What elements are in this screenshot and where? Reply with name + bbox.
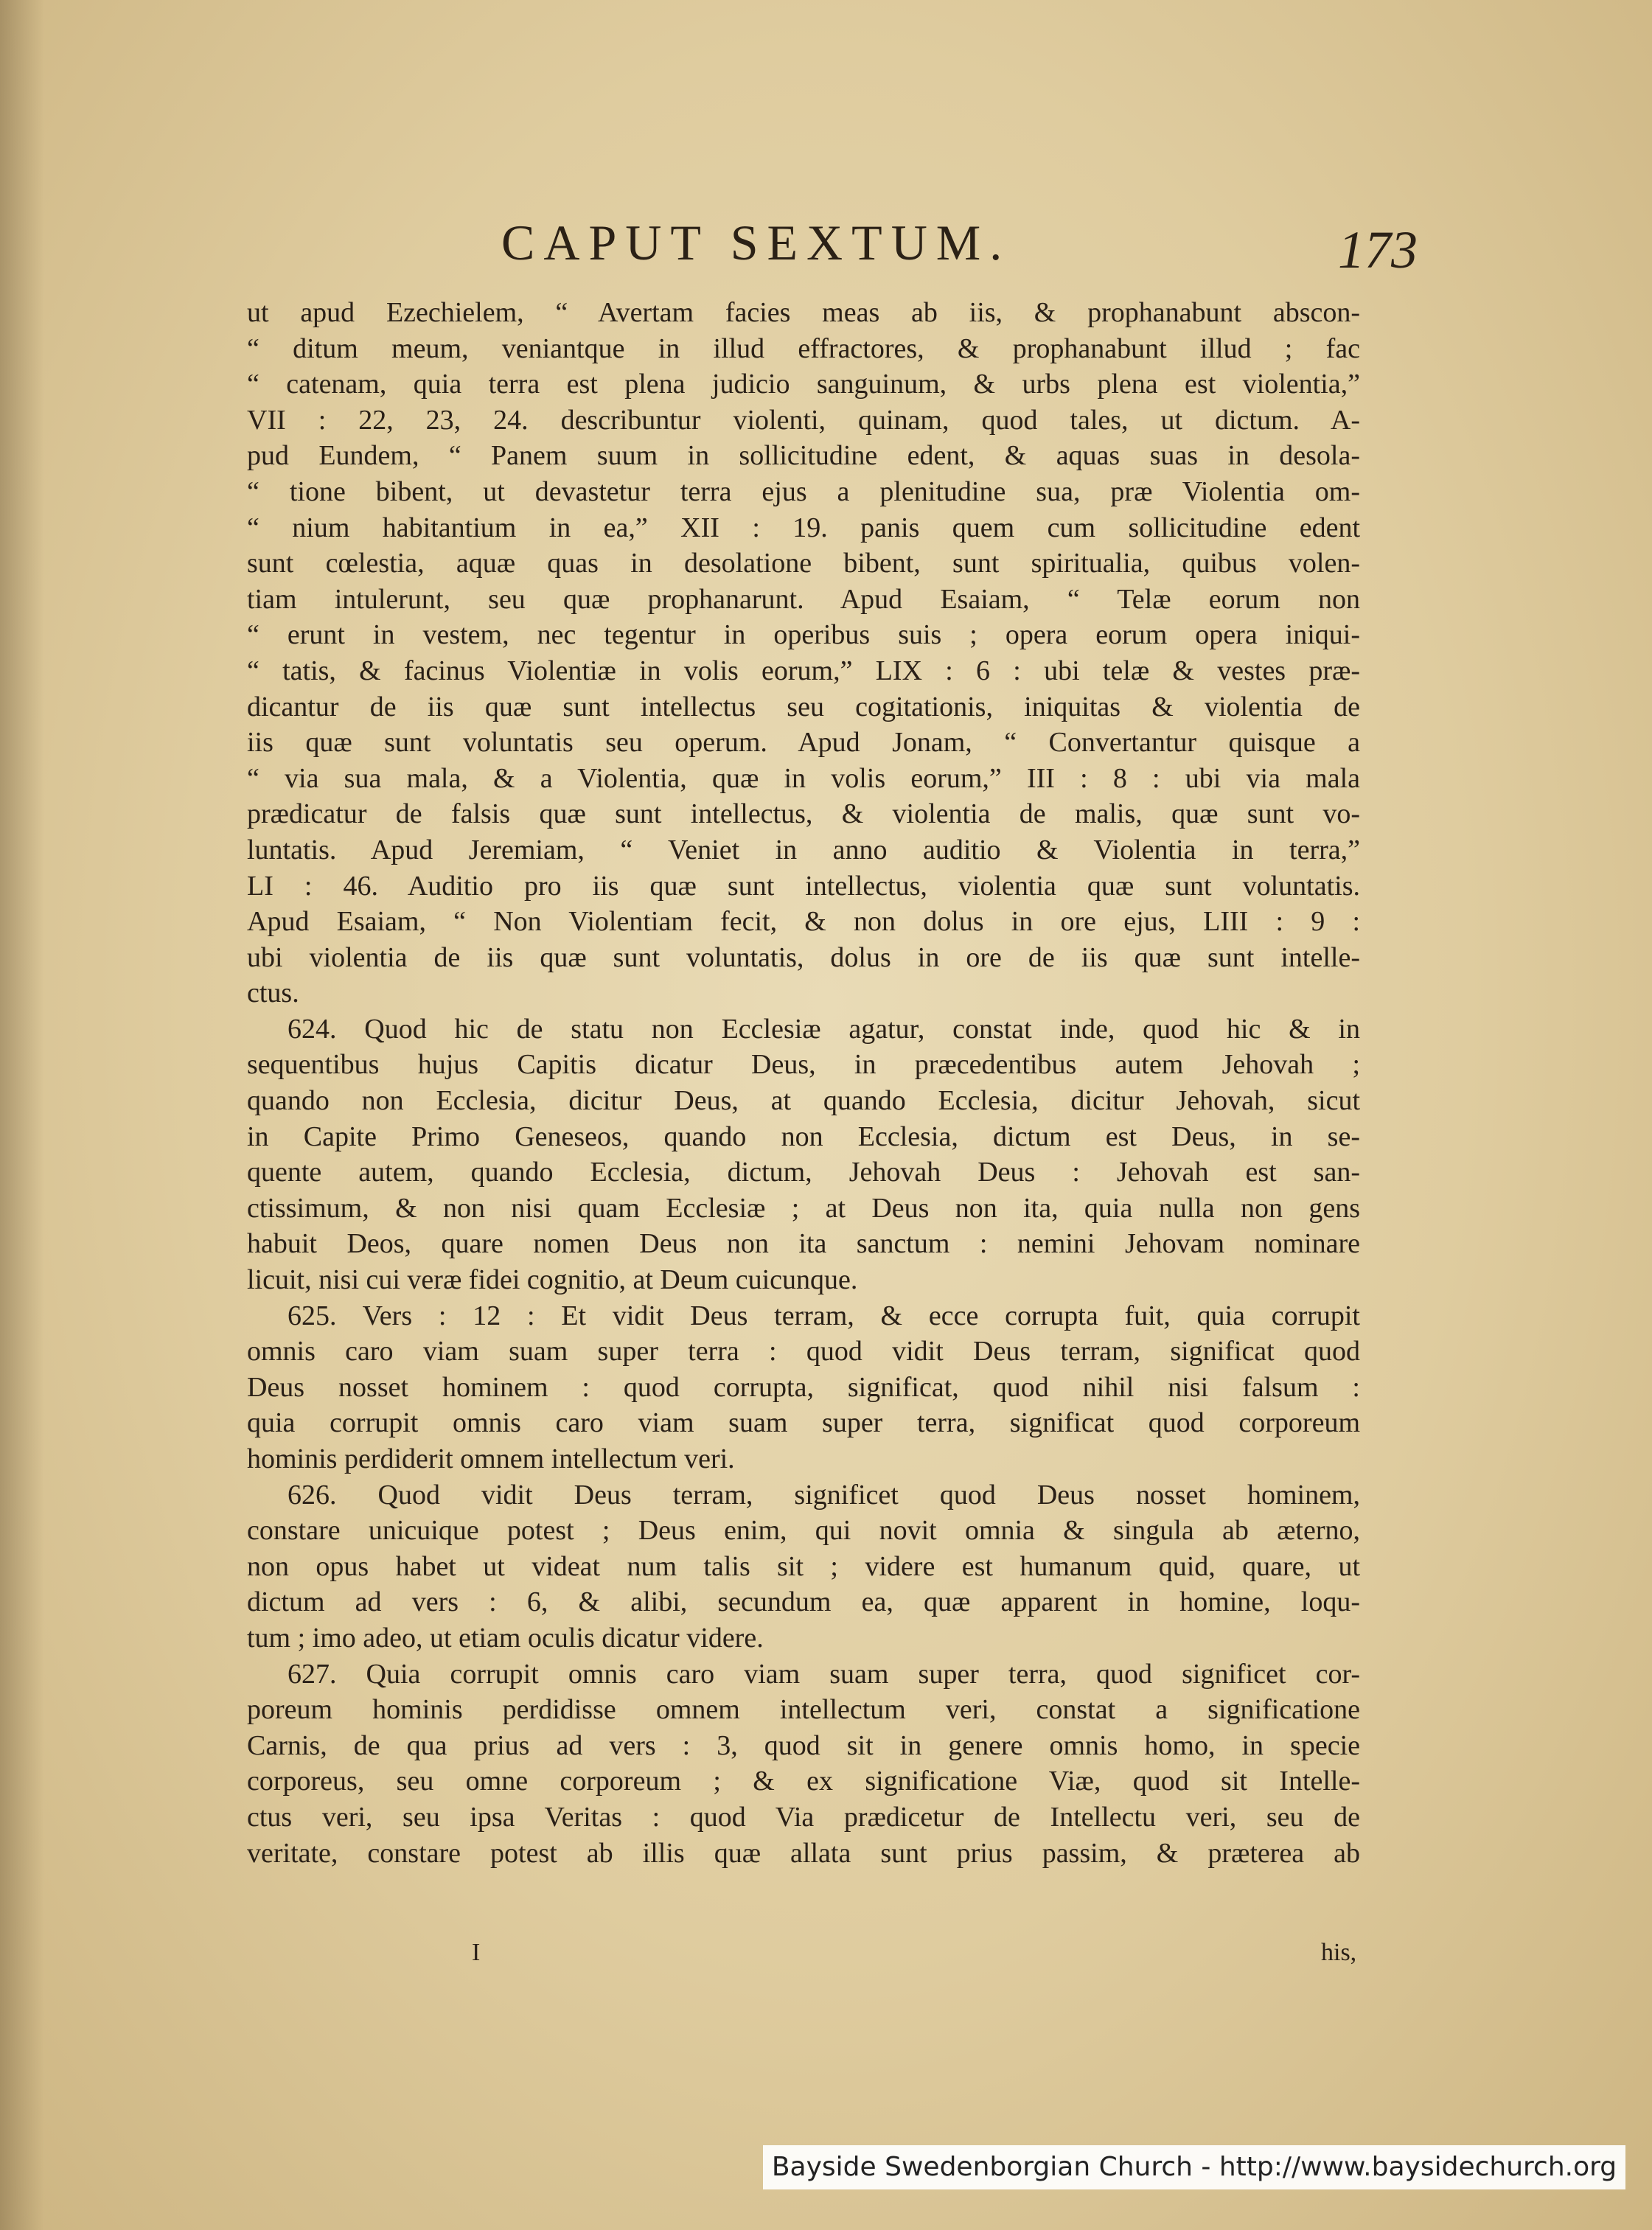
text-line: ubi violentia de iis quæ sunt voluntatis, dolus in ore de iis quæ sunt intelle- <box>247 941 1360 973</box>
text-line: iis quæ sunt voluntatis seu operum. Apud Jonam, “ Convertantur quisque a <box>247 727 1360 759</box>
text-line: prædicatur de falsis quæ sunt intellectus, & violentia de malis, quæ sunt vo- <box>247 798 1360 830</box>
running-title: CAPUT SEXTUM. <box>501 215 1011 271</box>
text-line: ctissimum, & non nisi quam Ecclesiæ ; at Deus non ita, quia nulla non gens <box>247 1192 1360 1224</box>
text-line: “ nium habitantium in ea,” XII : 19. panis quem cum sollicitudine edent <box>247 512 1360 543</box>
text-line: luntatis. Apud Jeremiam, “ Veniet in anno auditio & Violentia in terra,” <box>247 834 1360 865</box>
text-line: “ tione bibent, ut devastetur terra ejus a plenitudine sua, præ Violentia om- <box>247 475 1360 507</box>
paragraph-624-line: 624. Quod hic de statu non Ecclesiæ agatur, constat inde, quod hic & in <box>287 1013 1360 1045</box>
text-line: poreum hominis perdidisse omnem intellectum veri, constat a significatione <box>247 1694 1360 1726</box>
page-number: 173 <box>1338 220 1418 279</box>
text-line: constare unicuique potest ; Deus enim, qui novit omnia & singula ab æterno, <box>247 1515 1360 1547</box>
text-line: in Capite Primo Geneseos, quando non Ecclesia, dictum est Deus, in se- <box>247 1121 1360 1152</box>
paragraph-625-line: 625. Vers : 12 : Et vidit Deus terram, & ecce corrupta fuit, quia corrupit <box>287 1300 1360 1331</box>
text-line: pud Eundem, “ Panem suum in sollicitudine edent, & aquas suas in desola- <box>247 440 1360 472</box>
signature-mark: I <box>472 1939 481 1966</box>
running-head <box>501 214 1418 280</box>
watermark-banner: Bayside Swedenborgian Church - http://www.baysidechurch.org <box>763 2145 1625 2189</box>
text-line: ctus veri, seu ipsa Veritas : quod Via prædicetur de Intellectu veri, seu de <box>247 1801 1360 1833</box>
text-line: tum ; imo adeo, ut etiam oculis dicatur videre. <box>247 1622 764 1654</box>
text-line: Apud Esaiam, “ Non Violentiam fecit, & non dolus in ore ejus, LIII : 9 : <box>247 906 1360 938</box>
text-line: sunt cœlestia, aquæ quas in desolatione bibent, sunt spiritualia, quibus volen- <box>247 548 1360 579</box>
text-line: dicantur de iis quæ sunt intellectus seu cogitationis, iniquitas & violentia de <box>247 691 1360 722</box>
text-line: licuit, nisi cui veræ fidei cognitio, at Deum cuicunque. <box>247 1264 858 1296</box>
text-line: Deus nosset hominem : quod corrupta, significat, quod nihil nisi falsum : <box>247 1371 1360 1403</box>
text-line: VII : 22, 23, 24. describuntur violenti, quinam, quod tales, ut dictum. A- <box>247 404 1360 436</box>
text-line: LI : 46. Auditio pro iis quæ sunt intellectus, violentia quæ sunt voluntatis. <box>247 870 1360 902</box>
text-line: “ tatis, & facinus Violentiæ in volis eorum,” LIX : 6 : ubi telæ & vestes præ- <box>247 655 1360 686</box>
text-line: quia corrupit omnis caro viam suam super terra, significat quod corporeum <box>247 1407 1360 1439</box>
text-line: dictum ad vers : 6, & alibi, secundum ea, quæ apparent in homine, loqu- <box>247 1586 1360 1618</box>
text-line: quente autem, quando Ecclesia, dictum, Jehovah Deus : Jehovah est san- <box>247 1157 1360 1188</box>
text-line: sequentibus hujus Capitis dicatur Deus, in præcedentibus autem Jehovah ; <box>247 1049 1360 1081</box>
text-line: ctus. <box>247 978 299 1009</box>
text-line: corporeus, seu omne corporeum ; & ex significatione Viæ, quod sit Intelle- <box>247 1766 1360 1797</box>
text-block <box>247 295 1360 1871</box>
text-line: veritate, constare potest ab illis quæ allata sunt prius passim, & præterea ab <box>247 1837 1360 1869</box>
text-line: Carnis, de qua prius ad vers : 3, quod sit in genere omnis homo, in specie <box>247 1729 1360 1761</box>
text-line: “ catenam, quia terra est plena judicio sanguinum, & urbs plena est violentia,” <box>247 369 1360 400</box>
catchword: his, <box>1321 1939 1357 1966</box>
text-line: habuit Deos, quare nomen Deus non ita sanctum : nemini Jehovam nominare <box>247 1228 1360 1260</box>
text-line: “ erunt in vestem, nec tegentur in operibus suis ; opera eorum opera iniqui- <box>247 619 1360 651</box>
text-line: omnis caro viam suam super terra : quod vidit Deus terram, significat quod <box>247 1336 1360 1367</box>
text-line: tiam intulerunt, seu quæ prophanarunt. Apud Esaiam, “ Telæ eorum non <box>247 583 1360 615</box>
text-line: non opus habet ut videat num talis sit ; videre est humanum quid, quare, ut <box>247 1550 1360 1582</box>
paragraph-627-line: 627. Quia corrupit omnis caro viam suam super terra, quod significet cor- <box>287 1658 1360 1690</box>
text-line: ut apud Ezechielem, “ Avertam facies meas ab iis, & prophanabunt abscon- <box>247 297 1360 328</box>
paragraph-626-line: 626. Quod vidit Deus terram, significet quod Deus nosset hominem, <box>287 1479 1360 1511</box>
text-line: hominis perdiderit omnem intellectum veri. <box>247 1443 735 1474</box>
text-line: quando non Ecclesia, dicitur Deus, at quando Ecclesia, dicitur Jehovah, sicut <box>247 1085 1360 1117</box>
text-line: “ ditum meum, veniantque in illud effractores, & prophanabunt illud ; fac <box>247 332 1360 364</box>
text-line: “ via sua mala, & a Violentia, quæ in volis eorum,” III : 8 : ubi via mala <box>247 762 1360 794</box>
